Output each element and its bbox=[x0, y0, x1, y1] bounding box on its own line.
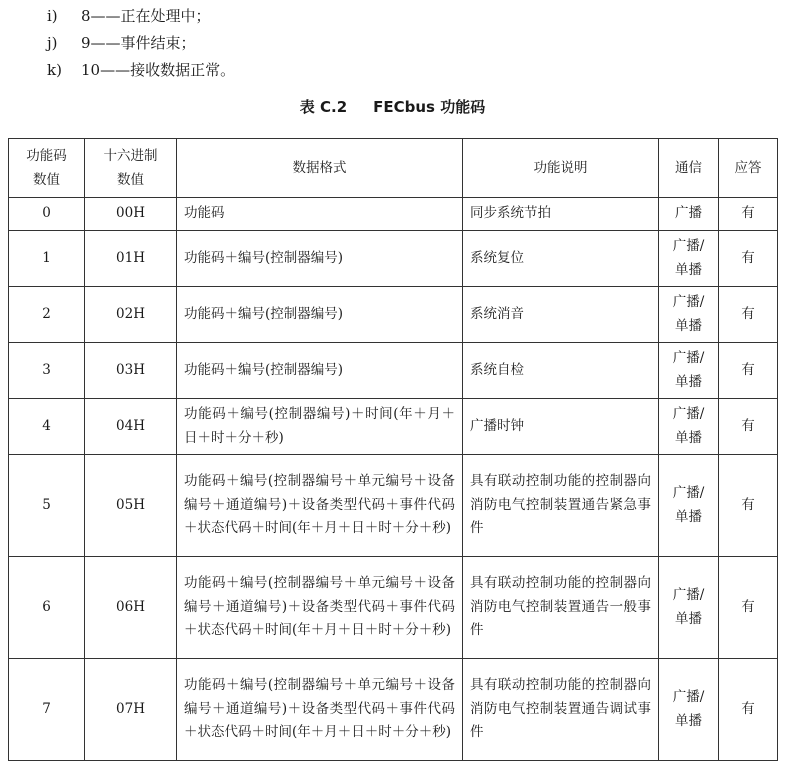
cell-hex: 04H bbox=[85, 399, 177, 455]
cell-ack: 有 bbox=[719, 287, 778, 343]
list-marker: k) bbox=[47, 61, 62, 79]
table-header-row bbox=[9, 139, 778, 198]
cell-code: 0 bbox=[9, 198, 85, 231]
cell-desc: 系统消音 bbox=[463, 287, 659, 343]
cell-format: 功能码 bbox=[177, 198, 463, 231]
function-code-table bbox=[8, 138, 778, 761]
list-item bbox=[47, 57, 235, 84]
cell-format: 功能码＋编号(控制器编号＋单元编号＋设备编号＋通道编号)＋设备类型代码＋事件代码＋状态代码＋时间(年＋月＋日＋时＋分＋秒) bbox=[177, 557, 463, 659]
header-function-code: 功能码 数值 bbox=[9, 139, 85, 198]
cell-comm: 广播/ 单播 bbox=[659, 231, 719, 287]
cell-ack: 有 bbox=[719, 231, 778, 287]
table-row bbox=[9, 343, 778, 399]
cell-code: 6 bbox=[9, 557, 85, 659]
cell-format: 功能码＋编号(控制器编号＋单元编号＋设备编号＋通道编号)＋设备类型代码＋事件代码＋状态代码＋时间(年＋月＋日＋时＋分＋秒) bbox=[177, 659, 463, 761]
header-data-format: 数据格式 bbox=[177, 139, 463, 198]
table-row bbox=[9, 287, 778, 343]
table-row bbox=[9, 455, 778, 557]
table-row bbox=[9, 231, 778, 287]
table-row bbox=[9, 198, 778, 231]
header-acknowledge: 应答 bbox=[719, 139, 778, 198]
cell-hex: 02H bbox=[85, 287, 177, 343]
cell-hex: 05H bbox=[85, 455, 177, 557]
cell-code: 7 bbox=[9, 659, 85, 761]
cell-desc: 具有联动控制功能的控制器向消防电气控制装置通告紧急事件 bbox=[463, 455, 659, 557]
cell-comm: 广播/ 单播 bbox=[659, 343, 719, 399]
cell-format: 功能码＋编号(控制器编号) bbox=[177, 343, 463, 399]
list-item bbox=[47, 3, 235, 30]
header-communication: 通信 bbox=[659, 139, 719, 198]
list-item bbox=[47, 30, 235, 57]
cell-desc: 系统自检 bbox=[463, 343, 659, 399]
cell-comm: 广播/ 单播 bbox=[659, 659, 719, 761]
table-row bbox=[9, 557, 778, 659]
cell-comm: 广播/ 单播 bbox=[659, 287, 719, 343]
table-number: 表 C.2 bbox=[299, 98, 348, 116]
cell-format: 功能码＋编号(控制器编号)＋时间(年＋月＋日＋时＋分＋秒) bbox=[177, 399, 463, 455]
table-title: FECbus 功能码 bbox=[373, 98, 486, 116]
cell-hex: 01H bbox=[85, 231, 177, 287]
cell-desc: 同步系统节拍 bbox=[463, 198, 659, 231]
cell-desc: 具有联动控制功能的控制器向消防电气控制装置通告一般事件 bbox=[463, 557, 659, 659]
list-text: 8——正在处理中； bbox=[81, 7, 211, 25]
cell-comm: 广播 bbox=[659, 198, 719, 231]
list-text: 9——事件结束； bbox=[81, 34, 196, 52]
list-marker: i) bbox=[47, 7, 58, 25]
table-caption bbox=[0, 96, 785, 117]
cell-ack: 有 bbox=[719, 343, 778, 399]
cell-ack: 有 bbox=[719, 455, 778, 557]
status-code-list bbox=[47, 3, 235, 84]
cell-desc: 系统复位 bbox=[463, 231, 659, 287]
cell-ack: 有 bbox=[719, 198, 778, 231]
cell-code: 5 bbox=[9, 455, 85, 557]
cell-hex: 07H bbox=[85, 659, 177, 761]
cell-format: 功能码＋编号(控制器编号＋单元编号＋设备编号＋通道编号)＋设备类型代码＋事件代码＋状态代码＋时间(年＋月＋日＋时＋分＋秒) bbox=[177, 455, 463, 557]
cell-hex: 00H bbox=[85, 198, 177, 231]
cell-format: 功能码＋编号(控制器编号) bbox=[177, 231, 463, 287]
list-text: 10——接收数据正常。 bbox=[81, 61, 236, 79]
cell-hex: 06H bbox=[85, 557, 177, 659]
cell-hex: 03H bbox=[85, 343, 177, 399]
table-row bbox=[9, 399, 778, 455]
cell-comm: 广播/ 单播 bbox=[659, 557, 719, 659]
cell-comm: 广播/ 单播 bbox=[659, 399, 719, 455]
cell-ack: 有 bbox=[719, 659, 778, 761]
header-hex-value: 十六进制 数值 bbox=[85, 139, 177, 198]
cell-desc: 广播时钟 bbox=[463, 399, 659, 455]
cell-ack: 有 bbox=[719, 399, 778, 455]
list-marker: j) bbox=[47, 34, 58, 52]
cell-desc: 具有联动控制功能的控制器向消防电气控制装置通告调试事件 bbox=[463, 659, 659, 761]
cell-ack: 有 bbox=[719, 557, 778, 659]
cell-format: 功能码＋编号(控制器编号) bbox=[177, 287, 463, 343]
cell-comm: 广播/ 单播 bbox=[659, 455, 719, 557]
table-row bbox=[9, 659, 778, 761]
cell-code: 3 bbox=[9, 343, 85, 399]
header-function-desc: 功能说明 bbox=[463, 139, 659, 198]
cell-code: 1 bbox=[9, 231, 85, 287]
cell-code: 4 bbox=[9, 399, 85, 455]
cell-code: 2 bbox=[9, 287, 85, 343]
